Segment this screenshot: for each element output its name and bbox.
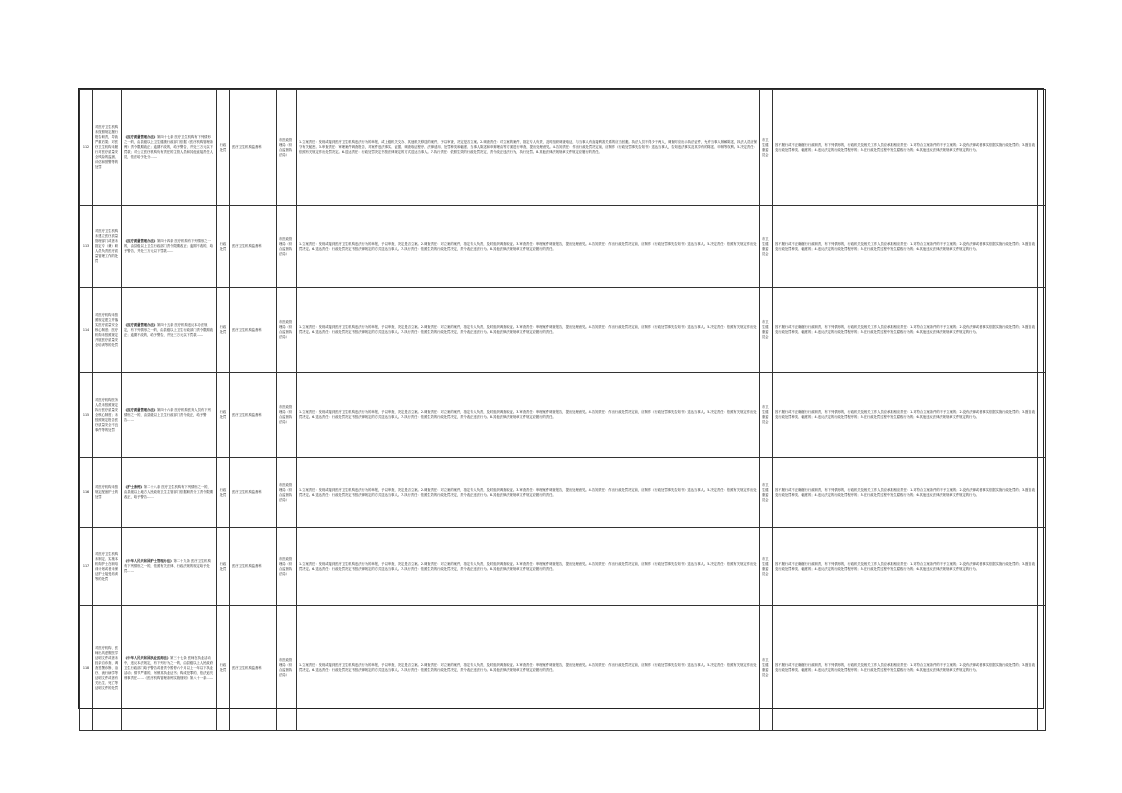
item-name: 对医疗机构未按规定配备护士的处罚: [93, 458, 122, 528]
row-number: 118: [80, 606, 93, 731]
responsible-office: 医疗卫生机构监督科: [230, 206, 277, 288]
power-category: 行政处罚: [217, 288, 230, 373]
legal-basis: [122, 606, 217, 731]
basis-text: 第二十九条 医疗卫生机构有下列情形之一的，依照有关法律、行政法规的规定给予处罚……: [124, 559, 211, 573]
basis-law-name: 《医疗质量管理办法》: [124, 322, 157, 327]
accountability-subject: 市卫生健康委员会: [760, 206, 773, 288]
table-row: [80, 458, 1046, 528]
table-grid: [79, 89, 1046, 731]
power-category: 行政处罚: [217, 606, 230, 731]
accountability-subject: 市卫生健康委员会: [760, 528, 773, 606]
duty-items: 1.立案责任：发现或接到医疗卫生机构违法行为的举报，予以审查，决定是否立案。2.调查责任：对立案的案件，指定专人负责，及时组织调查取证。3.审查责任：审理案件调查报告，提出处理意见。4.告知责任：作出行政处罚决定前，应制作《行政处罚事先告知书》送达当事人。5.决定责任：依照有关规定作出处罚决定。6.送达责任：行政处罚决定书按法律规定的方式送达当事人。7.执行责任：依照生效的行政处罚决定，责令改正违法行为。8.其他法律法规规章文件规定应履行的责任。: [297, 606, 760, 731]
table-row: [80, 288, 1046, 373]
basis-text: 第四十五条 医疗机构违反本办法规定，有下列情形之一的，由县级以上卫生行政部门责令限期改正；逾期不改的，给予警告，并处三万元以下罚款……: [124, 322, 214, 337]
responsible-office: 医疗卫生机构监督科: [230, 458, 277, 528]
basis-text: 第四十六条 医疗机构医务人员有下列情形之一的，由县级以上卫生行政部门责令改正，给予警告……: [124, 407, 211, 422]
remarks-cell: [1038, 288, 1046, 373]
legal-basis: [122, 528, 217, 606]
duty-items: 1.立案责任：发现或接到医疗卫生机构违法行为的举报，予以审查，决定是否立案。2.调查责任：对立案的案件，指定专人负责，及时组织调查取证。3.审查责任：审理案件调查报告，提出处理意见。4.告知责任：作出行政处罚决定前，应制作《行政处罚事先告知书》送达当事人。5.决定责任：依照有关规定作出处罚决定。6.送达责任：行政处罚决定书按法律规定的方式送达当事人。7.执行责任：依照生效的行政处罚决定，责令改正违法行为。8.其他法律法规规章文件规定应履行的责任。: [297, 458, 760, 528]
accountability-situations: 因不履行或不正确履行行政职责，有下列情形的，行政机关及相关工作人员应承担相应责任：1.对符合立案条件的不予立案的；2.没有法律或者事实依据实施行政处罚的；3.擅自改变行政处罚种类、幅度的；4.违反法定的行政处罚程序的；5.在行政处罚过程中发生腐败行为的；6.其他违反法律法规规章文件规定的行为。: [773, 606, 1038, 731]
responsible-office: 医疗卫生机构监督科: [230, 528, 277, 606]
item-name: 对医疗卫生机构未按照规定履行报告职责，导致严重后果；对医疗卫生机构未履行对医疗质量安全风险的监测、评估和预警等的处罚: [93, 90, 122, 206]
basis-text: 第四十四条 医疗机构有下列情形之一的，由县级以上卫生行政部门责令限期改正；逾期不改的，给予警告，并处三万元以下罚款……: [124, 239, 214, 253]
accountability-subject: 市卫生健康委员会: [760, 288, 773, 373]
implementing-body: 市医政管理局（综合监督执法局）: [277, 206, 297, 288]
item-name: 对医疗卫生机构未制定、实施本机构护士在职培训计划或者未保证护士接受培训等的处罚: [93, 528, 122, 606]
duty-items: 1.立案责任：发现或接到医疗卫生机构违法行为的举报，或上级机关交办、其他机关移送的案件，予以审查，决定是否立案。2.调查责任：对立案的案件，指定专人负责，及时组织调查取证，与当事人有直接利害关系的应当回避。执法人员不得少于两人，调查时应出示执法证件，允许当事人辩解陈述，执法人员应保守有关秘密。3.审查责任：审理案件调查报告，对案件违法事实、证据、调查取证程序、法律适用、处罚种类和幅度、当事人陈述和申辩理由等方面进行审查，提出处理意见。4.告知责任：作出行政处罚决定前，应制作《行政处罚事先告知书》送达当事人，告知违法事实及其享有的陈述、申辩等权利。5.决定责任：依照有关规定作出处罚决定。6.送达责任：行政处罚决定书按法律规定的方式送达当事人。7.执行责任：依照生效的行政处罚决定，责令改正违法行为，执行处罚。8.其他法律法规规章文件规定应履行的责任。: [297, 90, 760, 206]
implementing-body: 市医政管理局（综合监督执法局）: [277, 606, 297, 731]
implementing-body: 市医政管理局（综合监督执法局）: [277, 90, 297, 206]
row-number: 116: [80, 458, 93, 528]
implementing-body: 市医政管理局（综合监督执法局）: [277, 458, 297, 528]
responsible-office: 医疗卫生机构监督科: [230, 373, 277, 458]
implementing-body: 市医政管理局（综合监督执法局）: [277, 528, 297, 606]
row-number: 117: [80, 528, 93, 606]
accountability-situations: 因不履行或不正确履行行政职责，有下列情形的，行政机关及相关工作人员应承担相应责任：1.对符合立案条件的不予立案的；2.没有法律或者事实依据实施行政处罚的；3.擅自改变行政处罚种类、幅度的；4.违反法定的行政处罚程序的；5.在行政处罚过程中发生腐败行为的；6.其他违反法律法规规章文件规定的行为。: [773, 206, 1038, 288]
basis-law-name: 《医疗质量管理办法》: [124, 239, 157, 243]
accountability-situations: 因不履行或不正确履行行政职责，有下列情形的，行政机关及相关工作人员应承担相应责任：1.对符合立案条件的不予立案的；2.没有法律或者事实依据实施行政处罚的；3.擅自改变行政处罚种类、幅度的；4.违反法定的行政处罚程序的；5.在行政处罚过程中发生腐败行为的；6.其他违反法律法规规章文件规定的行为。: [773, 458, 1038, 528]
table-row: [80, 528, 1046, 606]
basis-law-name: 《护士条例》: [124, 485, 144, 489]
table-row: [80, 606, 1046, 731]
duty-items: 1.立案责任：发现或接到医疗卫生机构违法行为的举报，予以审查，决定是否立案。2.调查责任：对立案的案件，指定专人负责，及时组织调查取证。3.审查责任：审理案件调查报告，提出处理意见。4.告知责任：作出行政处罚决定前，应制作《行政处罚事先告知书》送达当事人。5.决定责任：依照有关规定作出处罚决定。6.送达责任：行政处罚决定书按法律规定的方式送达当事人。7.执行责任：依照生效的行政处罚决定，责令改正违法行为。8.其他法律法规规章文件规定应履行的责任。: [297, 288, 760, 373]
accountability-situations: 因不履行或不正确履行行政职责，有下列情形的，行政机关及相关工作人员应承担相应责任：1.对符合立案条件的不予立案的；2.没有法律或者事实依据实施行政处罚的；3.擅自改变行政处罚种类、幅度的；4.违反法定的行政处罚程序的；5.在行政处罚过程中发生腐败行为的；6.其他违反法律法规规章文件规定的行为。: [773, 90, 1038, 206]
accountability-subject: 市卫生健康委员会: [760, 373, 773, 458]
row-number: 113: [80, 206, 93, 288]
power-category: 行政处罚: [217, 458, 230, 528]
remarks-cell: [1038, 206, 1046, 288]
item-name: 对医疗卫生机构未建立医疗质量管理部门或者未指定专（兼）职人员负责医疗质量管理工作的处罚: [93, 206, 122, 288]
basis-law-name: 《医疗质量管理办法》: [124, 407, 157, 412]
accountability-subject: 市卫生健康委员会: [760, 458, 773, 528]
duty-items: 1.立案责任：发现或接到医疗卫生机构违法行为的举报，予以审查，决定是否立案。2.调查责任：对立案的案件，指定专人负责，及时组织调查取证。3.审查责任：审理案件调查报告，提出处理意见。4.告知责任：作出行政处罚决定前，应制作《行政处罚事先告知书》送达当事人。5.决定责任：依照有关规定作出处罚决定。6.送达责任：行政处罚决定书按法律规定的方式送达当事人。7.执行责任：依照生效的行政处罚决定，责令改正违法行为。8.其他法律法规规章文件规定应履行的责任。: [297, 206, 760, 288]
table-row: [80, 90, 1046, 206]
basis-law-name: 《中华人民共和国护士管理办法》: [124, 559, 174, 563]
basis-text: 第四十七条 医疗卫生机构有下列情形之一的，由县级以上卫生健康行政部门依据《医疗机构管理条例》责令限期改正；逾期不改的，给予警告，并处三万元以下罚款；对公立医疗机构负有责任的主管人员和其他直接责任人员，依法给予处分……: [124, 135, 214, 159]
legal-basis: [122, 458, 217, 528]
power-category: 行政处罚: [217, 528, 230, 606]
power-category: 行政处罚: [217, 90, 230, 206]
row-number: 115: [80, 373, 93, 458]
table-row: [80, 206, 1046, 288]
remarks-cell: [1038, 606, 1046, 731]
responsibility-list-table: [78, 88, 1044, 709]
accountability-situations: 因不履行或不正确履行行政职责，有下列情形的，行政机关及相关工作人员应承担相应责任：1.对符合立案条件的不予立案的；2.没有法律或者事实依据实施行政处罚的；3.擅自改变行政处罚种类、幅度的；4.违反法定的行政处罚程序的；5.在行政处罚过程中发生腐败行为的；6.其他违反法律法规规章文件规定的行为。: [773, 528, 1038, 606]
basis-text: 第三十七条 医师在执业活动中，违反本法规定，有下列行为之一的，由县级以上人民政府卫生行政部门给予警告或者责令暂停六个月以上一年以下执业活动；情节严重的，吊销其执业证书；构成犯罪的，依法追究刑事责任……《医疗机构管理条例实施细则》第八十一条……: [124, 655, 214, 680]
implementing-body: 市医政管理局（综合监督执法局）: [277, 288, 297, 373]
legal-basis: [122, 206, 217, 288]
item-name: 对医疗机构未按照规定建立并落实医疗质量安全核心制度；医疗机构未按照规定开展医疗质量安全培训等的处罚: [93, 288, 122, 373]
accountability-subject: 市卫生健康委员会: [760, 90, 773, 206]
item-name: 对医疗机构、医师出具虚假医学证明文件或者未经亲自诊查、调查签署诊断、治疗、流行病学等证明文件或者有关出生、死亡等证明文件的处罚: [93, 606, 122, 731]
accountability-subject: 市卫生健康委员会: [760, 606, 773, 731]
implementing-body: 市医政管理局（综合监督执法局）: [277, 373, 297, 458]
row-number: 112: [80, 90, 93, 206]
basis-law-name: 《医疗质量管理办法》: [124, 135, 157, 139]
responsible-office: 医疗卫生机构监督科: [230, 288, 277, 373]
legal-basis: [122, 373, 217, 458]
accountability-situations: 因不履行或不正确履行行政职责，有下列情形的，行政机关及相关工作人员应承担相应责任：1.对符合立案条件的不予立案的；2.没有法律或者事实依据实施行政处罚的；3.擅自改变行政处罚种类、幅度的；4.违反法定的行政处罚程序的；5.在行政处罚过程中发生腐败行为的；6.其他违反法律法规规章文件规定的行为。: [773, 288, 1038, 373]
remarks-cell: [1038, 90, 1046, 206]
row-number: 114: [80, 288, 93, 373]
basis-text: 第二十八条 医疗卫生机构有下列情形之一的，由县级以上地方人民政府卫生主管部门依据职责分工责令限期改正，给予警告……: [124, 485, 214, 499]
basis-law-name: 《中华人民共和国执业医师法》: [124, 655, 171, 660]
remarks-cell: [1038, 528, 1046, 606]
duty-items: 1.立案责任：发现或接到医疗卫生机构违法行为的举报，予以审查，决定是否立案。2.调查责任：对立案的案件，指定专人负责，及时组织调查取证。3.审查责任：审理案件调查报告，提出处理意见。4.告知责任：作出行政处罚决定前，应制作《行政处罚事先告知书》送达当事人。5.决定责任：依照有关规定作出处罚决定。6.送达责任：行政处罚决定书按法律规定的方式送达当事人。7.执行责任：依照生效的行政处罚决定，责令改正违法行为。8.其他法律法规规章文件规定应履行的责任。: [297, 373, 760, 458]
item-name: 对医疗机构医务人员未按照规定执行医疗质量安全核心制度；未按照规定报告医疗质量安全不良事件等的处罚: [93, 373, 122, 458]
accountability-situations: 因不履行或不正确履行行政职责，有下列情形的，行政机关及相关工作人员应承担相应责任：1.对符合立案条件的不予立案的；2.没有法律或者事实依据实施行政处罚的；3.擅自改变行政处罚种类、幅度的；4.违反法定的行政处罚程序的；5.在行政处罚过程中发生腐败行为的；6.其他违反法律法规规章文件规定的行为。: [773, 373, 1038, 458]
table-row: [80, 373, 1046, 458]
responsible-office: 医疗卫生机构监督科: [230, 606, 277, 731]
power-category: 行政处罚: [217, 206, 230, 288]
remarks-cell: [1038, 458, 1046, 528]
duty-items: 1.立案责任：发现或接到医疗卫生机构违法行为的举报，予以审查，决定是否立案。2.调查责任：对立案的案件，指定专人负责，及时组织调查取证。3.审查责任：审理案件调查报告，提出处理意见。4.告知责任：作出行政处罚决定前，应制作《行政处罚事先告知书》送达当事人。5.决定责任：依照有关规定作出处罚决定。6.送达责任：行政处罚决定书按法律规定的方式送达当事人。7.执行责任：依照生效的行政处罚决定，责令改正违法行为。8.其他法律法规规章文件规定应履行的责任。: [297, 528, 760, 606]
remarks-cell: [1038, 373, 1046, 458]
responsible-office: 医疗卫生机构监督科: [230, 90, 277, 206]
power-category: 行政处罚: [217, 373, 230, 458]
legal-basis: [122, 288, 217, 373]
legal-basis: [122, 90, 217, 206]
